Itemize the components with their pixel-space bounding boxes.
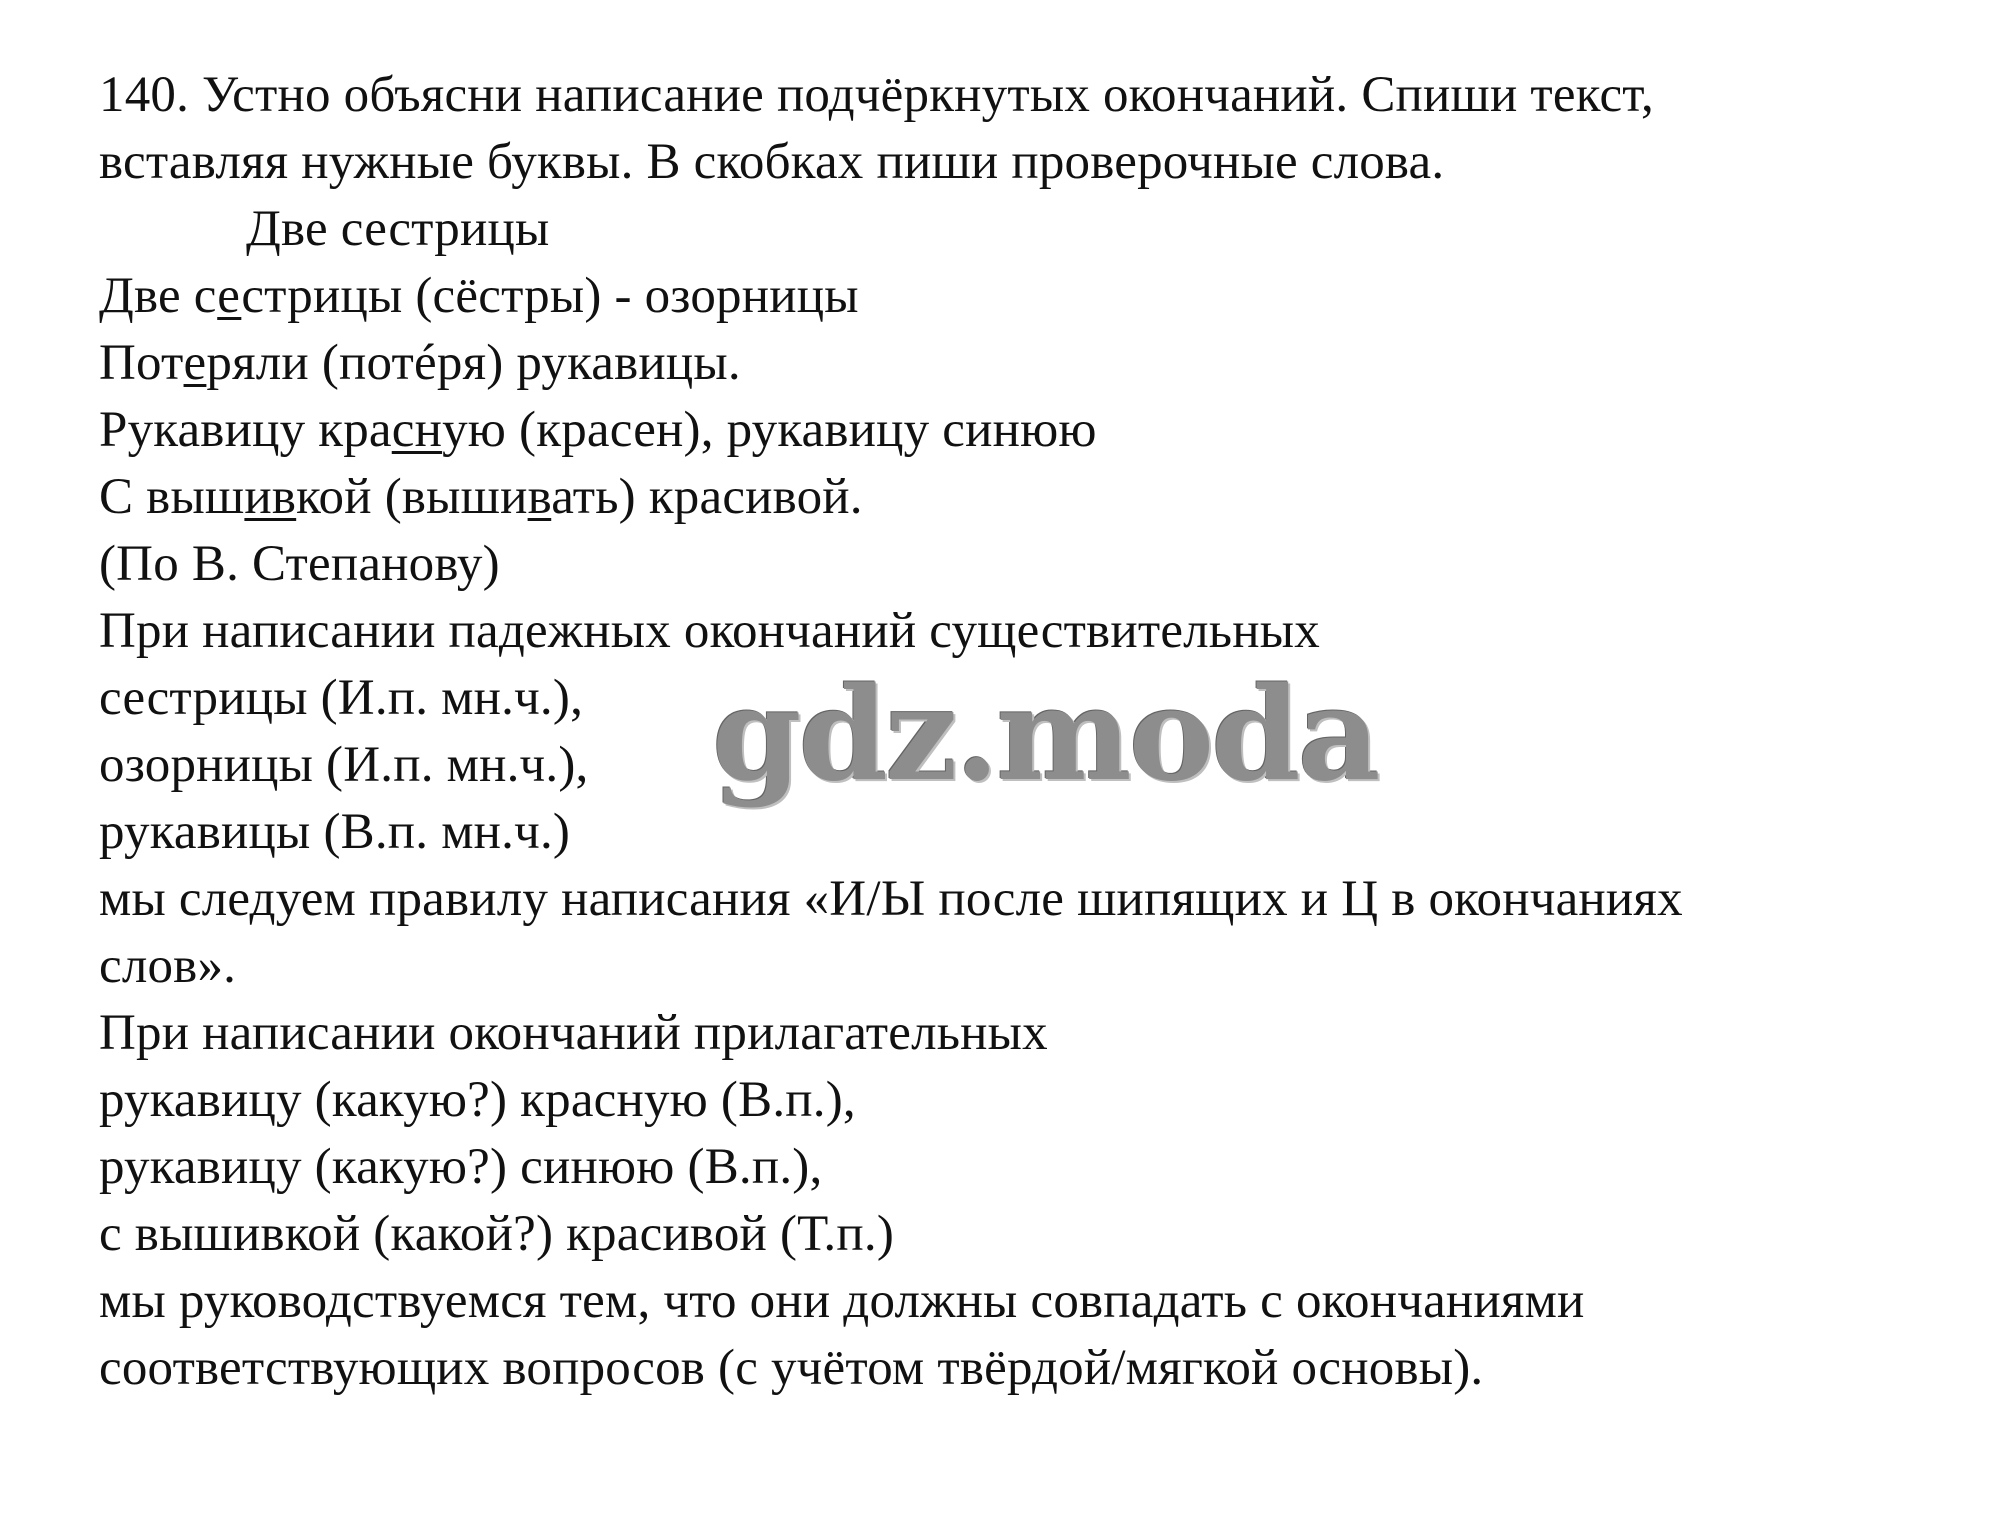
- poem-line-4-part-b: кой (выши: [296, 469, 528, 525]
- adjectives-intro: При написании окончаний прилагательных: [99, 1005, 1048, 1061]
- poem-line-1-part-a: Две с: [99, 268, 218, 324]
- watermark-logo: gdz.moda: [712, 660, 1378, 810]
- poem-line-3-part-b: ую (красен), рукавицу синюю: [442, 402, 1097, 458]
- poem-line-2-part-b: ряли (потéря) рукавицы.: [206, 335, 741, 391]
- conclusion-line-2: соответствующих вопросов (с учётом твёрдой/мягкой основы).: [99, 1340, 1484, 1396]
- poem-line-4-part-a: С выш: [99, 469, 245, 525]
- poem-line-1-underlined: е: [217, 268, 242, 324]
- poem-source: (По В. Степанову): [99, 536, 500, 592]
- exercise-header-line-2: вставляя нужные буквы. В скобках пиши проверочные слова.: [99, 134, 1445, 190]
- poem-title: Две сестрицы: [246, 201, 550, 257]
- noun-example-1: сестрицы (И.п. мн.ч.),: [99, 670, 584, 726]
- rule-line-1: мы следуем правилу написания «И/Ы после шипящих и Ц в окончаниях: [99, 871, 1683, 927]
- conclusion-line-1: мы руководствуемся тем, что они должны совпадать с окончаниями: [99, 1273, 1585, 1329]
- adjective-example-1: рукавицу (какую?) красную (В.п.),: [99, 1072, 856, 1128]
- adjective-example-3: с вышивкой (какой?) красивой (Т.п.): [99, 1206, 895, 1262]
- poem-line-4: [99, 464, 1979, 531]
- poem-line-4-underlined-2: в: [527, 469, 552, 525]
- poem-line-4-part-c: ать) красивой.: [551, 469, 863, 525]
- poem-line-2-underlined: е: [183, 335, 207, 391]
- poem-line-2: [99, 330, 1979, 397]
- poem-line-4-underlined-1: ив: [244, 469, 297, 525]
- nouns-intro: При написании падежных окончаний существительных: [99, 603, 1320, 659]
- poem-line-2-part-a: Пот: [99, 335, 184, 391]
- poem-line-3-part-a: Рукавицу кра: [99, 402, 392, 458]
- exercise-header-line-1: 140. Устно объясни написание подчёркнутых окончаний. Спиши текст,: [99, 67, 1654, 123]
- adjective-example-2: рукавицу (какую?) синюю (В.п.),: [99, 1139, 823, 1195]
- poem-line-1: [99, 263, 1979, 330]
- poem-line-1-part-b: стрицы (сёстры) - озорницы: [241, 268, 859, 324]
- poem-line-3: [99, 397, 1979, 464]
- noun-example-3: рукавицы (В.п. мн.ч.): [99, 804, 571, 860]
- noun-example-2: озорницы (И.п. мн.ч.),: [99, 737, 589, 793]
- poem-line-3-underlined: сн: [391, 402, 443, 458]
- rule-line-2: слов».: [99, 938, 237, 994]
